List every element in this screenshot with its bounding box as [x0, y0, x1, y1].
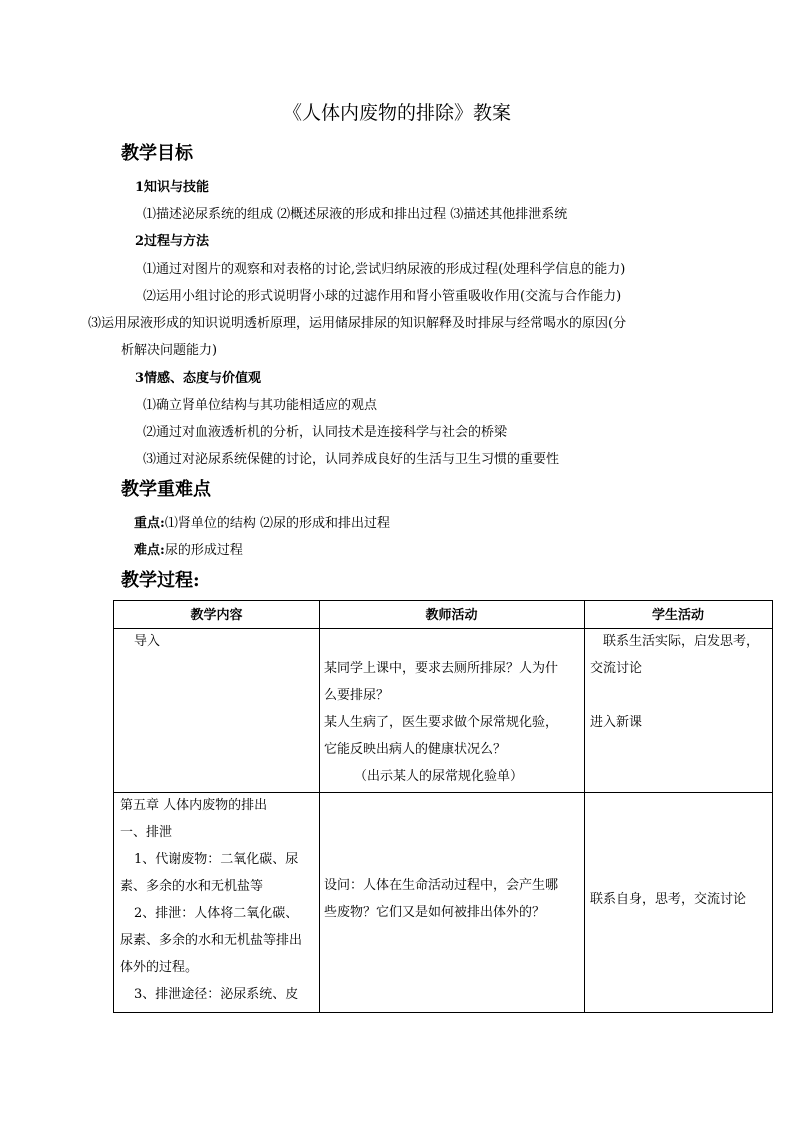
process-line-4: 析解决问题能力) [121, 343, 218, 358]
cell-line: 它能反映出病人的健康状况么？ [324, 742, 507, 757]
difficulty-text: 尿的形成过程 [164, 543, 243, 558]
cell-line: 联系生活实际，启发思考， [603, 634, 760, 649]
attitude-line-1: ⑴确立肾单位结构与其功能相适应的观点 [143, 398, 378, 413]
heading-objectives: 教学目标 [121, 143, 193, 164]
cell-line: 联系自身，思考，交流讨论 [590, 892, 747, 907]
attitude-line-3: ⑶通过对泌尿系统保健的讨论，认同养成良好的生活与卫生习惯的重要性 [143, 452, 560, 467]
cell-line: 1、代谢废物：二氧化碳、尿 [134, 852, 299, 867]
table-header-student: 学生活动 [651, 608, 704, 623]
table-header-teacher: 教师活动 [425, 608, 478, 623]
row2-content [120, 792, 302, 1008]
document-title: 《人体内废物的排除》教案 [282, 102, 511, 124]
process-line-1: ⑴通过对图片的观察和对表格的讨论,尝试归纳尿液的形成过程(处理科学信息的能力) [143, 262, 626, 277]
cell-line: 尿素、多余的水和无机盐等排出 [120, 933, 303, 948]
cell-line: 3、排泄途径：泌尿系统、皮 [134, 987, 299, 1002]
row2-student [590, 886, 746, 913]
cell-line: 设问：人体在生命活动过程中，会产生哪 [324, 878, 559, 893]
cell-line: 素、多余的水和无机盐等 [120, 879, 264, 894]
process-line-2: ⑵运用小组讨论的形式说明肾小球的过滤作用和肾小管重吸收作用(交流与合作能力) [143, 289, 622, 304]
cell-line [590, 682, 759, 709]
row2-teacher [324, 872, 558, 926]
cell-line: 某同学上课中，要求去厕所排尿？人为什 [324, 661, 559, 676]
heading-attitude: 3情感、态度与价值观 [135, 371, 262, 386]
table-divider [584, 601, 585, 1012]
focus-label: 重点: [134, 516, 165, 531]
row1-student [590, 628, 759, 736]
cell-line: （出示某人的尿常规化验单） [354, 769, 524, 784]
cell-line: 2、排泄：人体将二氧化碳、 [134, 906, 299, 921]
heading-knowledge: 1知识与技能 [135, 180, 210, 195]
cell-line: 第五章 人体内废物的排出 [120, 798, 268, 813]
process-line-3: ⑶运用尿液形成的知识说明透析原理，运用储尿排尿的知识解释及时排尿与经常喝水的原因(分 [88, 316, 627, 331]
row1-content [134, 628, 160, 655]
difficulty-label: 难点: [134, 543, 165, 558]
cell-line: 么要排尿？ [324, 688, 390, 703]
cell-line: 某人生病了，医生要求做个尿常规化验， [324, 715, 559, 730]
difficulty-line [134, 539, 243, 558]
row1-teacher [324, 655, 558, 790]
cell-line: 进入新课 [590, 715, 643, 730]
table-divider [319, 601, 320, 1012]
heading-process: 2过程与方法 [135, 234, 210, 249]
focus-text: ⑴肾单位的结构 ⑵尿的形成和排出过程 [164, 516, 390, 531]
cell-line: 导入 [134, 634, 161, 649]
cell-line: 一、排泄 [120, 825, 173, 840]
procedure-table [113, 600, 773, 1013]
heading-procedure: 教学过程: [121, 570, 200, 591]
table-header-content: 教学内容 [190, 608, 243, 623]
cell-line: 些废物？它们又是如何被排出体外的？ [324, 905, 546, 920]
heading-key-points: 教学重难点 [121, 479, 211, 500]
focus-line [134, 512, 390, 531]
cell-line: 体外的过程。 [120, 960, 199, 975]
knowledge-line: ⑴描述泌尿系统的组成 ⑵概述尿液的形成和排出过程 ⑶描述其他排泄系统 [143, 207, 568, 222]
attitude-line-2: ⑵通过对血液透析机的分析，认同技术是连接科学与社会的桥梁 [143, 425, 508, 440]
cell-line: 交流讨论 [590, 661, 643, 676]
